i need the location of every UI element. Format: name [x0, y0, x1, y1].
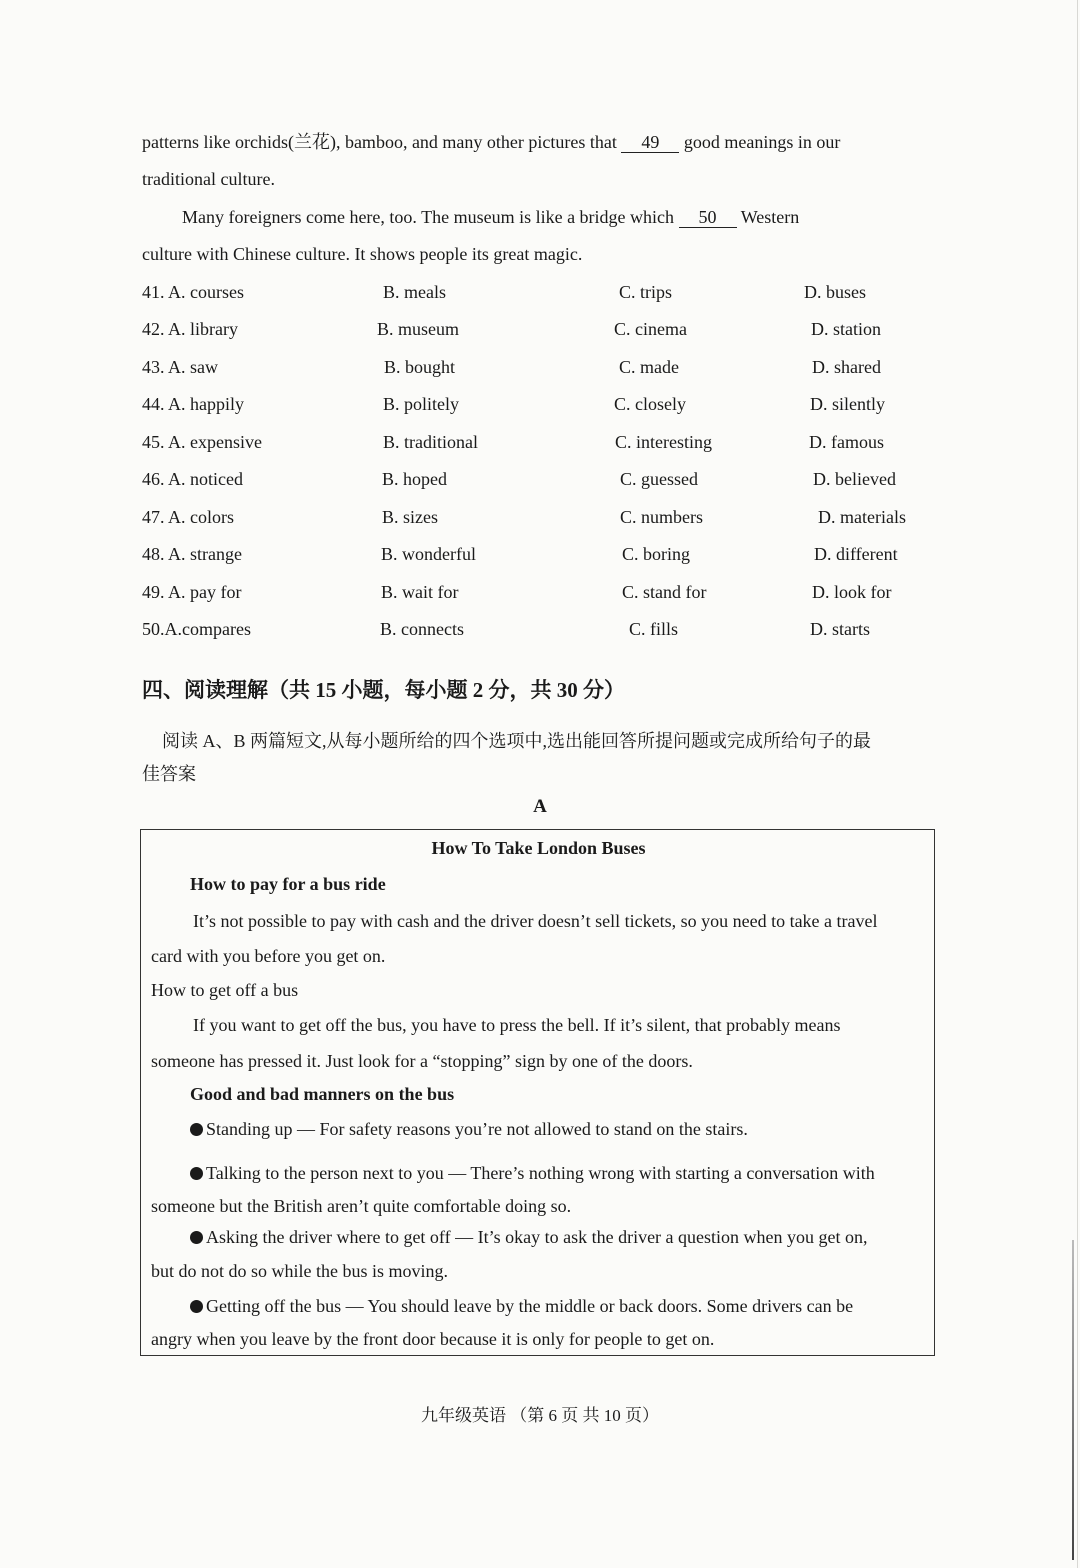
- option-row-44: [0, 392, 1080, 416]
- option-b: B. hoped: [382, 469, 447, 489]
- option-d: D. believed: [813, 469, 896, 489]
- passage-line-2: traditional culture.: [142, 169, 275, 189]
- scan-edge: [1072, 1240, 1074, 1560]
- option-d: D. shared: [812, 357, 881, 377]
- bullet-item: [190, 1117, 748, 1141]
- option-d: D. station: [811, 319, 881, 339]
- page-footer: 九年级英语 （第 6 页 共 10 页）: [421, 1406, 659, 1425]
- bullet-item: [190, 1294, 853, 1318]
- option-a: 47. A. colors: [142, 507, 234, 527]
- option-b: B. sizes: [382, 507, 438, 527]
- option-row-41: [0, 280, 1080, 304]
- passage-line-3: [182, 205, 799, 229]
- box-title: How To Take London Buses: [431, 838, 646, 858]
- option-row-45: [0, 430, 1080, 454]
- option-row-48: [0, 542, 1080, 566]
- paragraph-line: someone but the British aren’t quite comfortable doing so.: [151, 1196, 572, 1216]
- option-b: B. wait for: [381, 582, 459, 602]
- option-c: C. trips: [619, 282, 673, 302]
- paragraph-line: card with you before you get on.: [151, 946, 386, 966]
- paragraph-line: someone has pressed it. Just look for a “stopping” sign by one of the doors.: [151, 1051, 693, 1071]
- option-a: 50.A.compares: [142, 619, 251, 639]
- option-c: C. closely: [614, 394, 686, 414]
- option-d: D. silently: [810, 394, 885, 414]
- bullet-icon: [190, 1300, 203, 1313]
- option-b: B. politely: [383, 394, 459, 414]
- option-d: D. starts: [810, 619, 870, 639]
- blank-49: 49: [621, 132, 679, 153]
- option-row-42: [0, 317, 1080, 341]
- option-row-47: [0, 505, 1080, 529]
- option-a: 46. A. noticed: [142, 469, 243, 489]
- option-d: D. materials: [818, 507, 906, 527]
- option-b: B. connects: [380, 619, 464, 639]
- bullet-text: Asking the driver where to get off — It’s okay to ask the driver a question when you get on,: [206, 1227, 868, 1247]
- passage-label: A: [533, 796, 547, 817]
- option-a: 44. A. happily: [142, 394, 244, 414]
- option-b: B. wonderful: [381, 544, 476, 564]
- option-a: 48. A. strange: [142, 544, 242, 564]
- option-b: B. museum: [377, 319, 460, 339]
- option-d: D. different: [814, 544, 898, 564]
- option-c: C. guessed: [620, 469, 698, 489]
- bullet-text: Getting off the bus — You should leave by the middle or back doors. Some drivers can be: [206, 1296, 854, 1316]
- bullet-text: Standing up — For safety reasons you’re not allowed to stand on the stairs.: [206, 1119, 748, 1139]
- option-c: C. boring: [622, 544, 691, 564]
- instruction-line-2: 佳答案: [142, 764, 196, 784]
- bullet-item: [190, 1161, 875, 1185]
- option-row-49: [0, 580, 1080, 604]
- option-a: 41. A. courses: [142, 282, 244, 302]
- passage-line-4: culture with Chinese culture. It shows people its great magic.: [142, 244, 583, 264]
- paragraph-line: It’s not possible to pay with cash and the driver doesn’t sell tickets, so you need to take a travel: [193, 911, 878, 931]
- option-c: C. stand for: [622, 582, 707, 602]
- heading-get-off: How to get off a bus: [151, 980, 299, 1000]
- option-d: D. famous: [809, 432, 884, 452]
- passage-box: [140, 829, 935, 1356]
- option-a: 42. A. library: [142, 319, 238, 339]
- option-c: C. made: [619, 357, 679, 377]
- blank-50: 50: [679, 207, 737, 228]
- option-d: D. buses: [804, 282, 866, 302]
- option-b: B. bought: [384, 357, 456, 377]
- option-row-50: [0, 617, 1080, 641]
- heading-manners: Good and bad manners on the bus: [190, 1084, 455, 1104]
- passage-text: good meanings in our: [679, 132, 841, 152]
- passage-text: Many foreigners come here, too. The museum is like a bridge which: [182, 207, 679, 227]
- scan-edge: [1077, 0, 1078, 1568]
- heading-pay: How to pay for a bus ride: [190, 874, 386, 894]
- option-a: 49. A. pay for: [142, 582, 242, 602]
- paragraph-line: angry when you leave by the front door because it is only for people to get on.: [151, 1329, 715, 1349]
- passage-line-1: [142, 130, 840, 154]
- passage-text: patterns like orchids(兰花), bamboo, and many other pictures that: [142, 132, 622, 152]
- instruction-line-1: 阅读 A、B 两篇短文,从每小题所给的四个选项中,选出能回答所提问题或完成所给句子的最: [162, 731, 872, 751]
- option-d: D. look for: [812, 582, 892, 602]
- paragraph-line: but do not do so while the bus is moving.: [151, 1261, 448, 1281]
- option-row-43: [0, 355, 1080, 379]
- bullet-item: [190, 1225, 868, 1249]
- option-c: C. cinema: [614, 319, 687, 339]
- bullet-icon: [190, 1167, 203, 1180]
- bullet-icon: [190, 1231, 203, 1244]
- option-b: B. traditional: [383, 432, 478, 452]
- passage-text: Western: [736, 207, 800, 227]
- option-b: B. meals: [383, 282, 446, 302]
- bullet-text: Talking to the person next to you — There’s nothing wrong with starting a conversation with: [206, 1163, 875, 1183]
- bullet-icon: [190, 1123, 203, 1136]
- section-title: 四、阅读理解（共 15 小题，每小题 2 分，共 30 分）: [142, 678, 625, 702]
- option-a: 45. A. expensive: [142, 432, 262, 452]
- paragraph-line: If you want to get off the bus, you have to press the bell. If it’s silent, that probably means: [193, 1015, 841, 1035]
- option-row-46: [0, 467, 1080, 491]
- option-c: C. numbers: [620, 507, 703, 527]
- option-c: C. interesting: [615, 432, 712, 452]
- option-a: 43. A. saw: [142, 357, 218, 377]
- option-c: C. fills: [629, 619, 679, 639]
